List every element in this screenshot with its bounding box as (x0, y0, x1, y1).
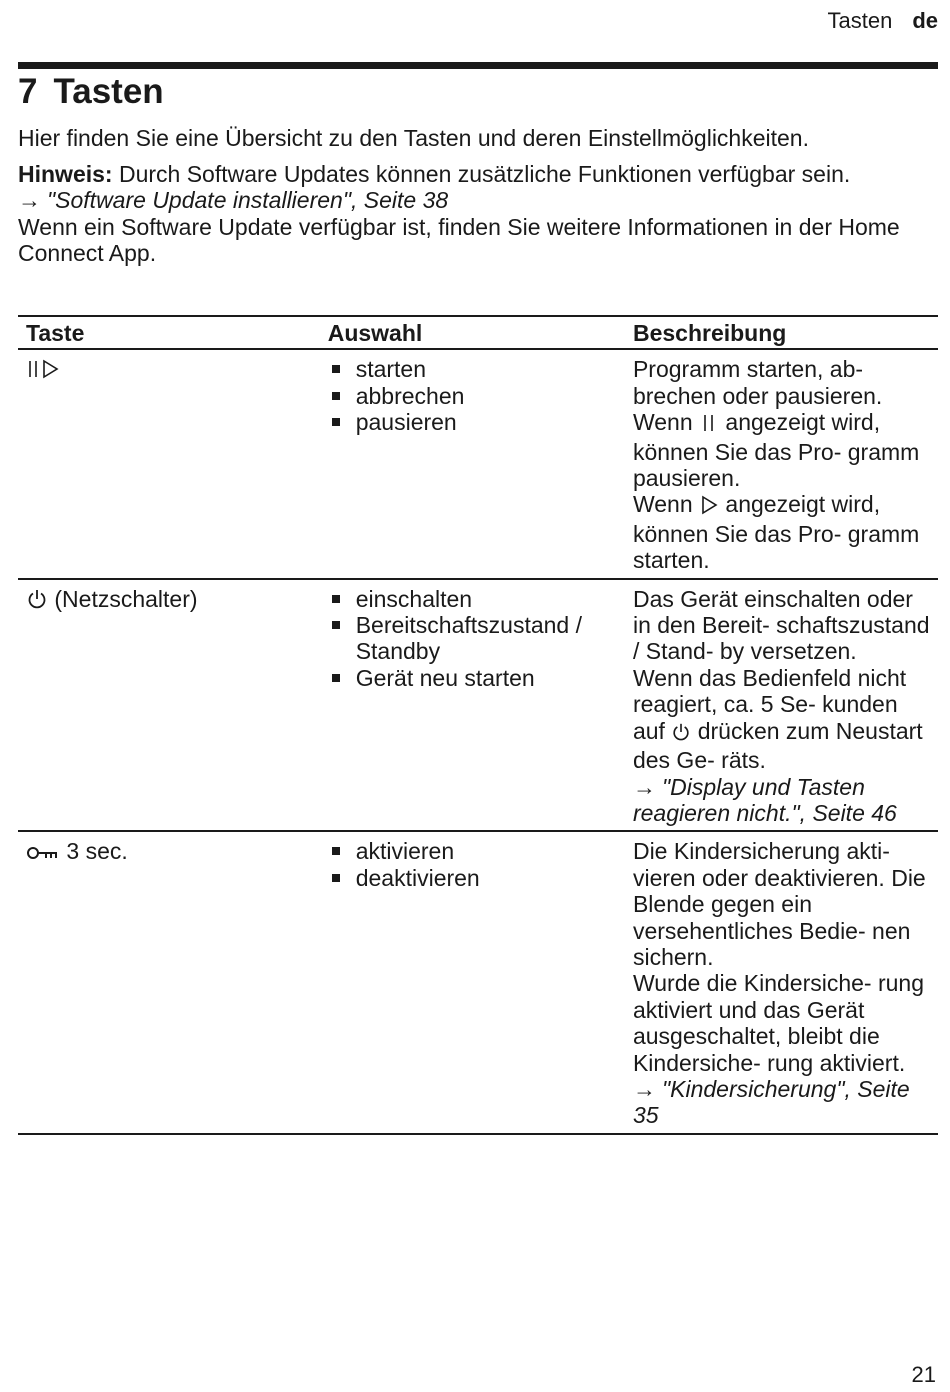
header-taste: Taste (18, 316, 319, 349)
page-header (827, 8, 938, 34)
table-row (18, 579, 938, 832)
options-cell (319, 349, 624, 578)
table-header-row (18, 316, 938, 349)
power-icon (671, 721, 691, 747)
header-language: de (912, 8, 938, 33)
list-item: abbrechen (328, 383, 616, 409)
description-cell: Das Gerät einschalten oder in den Bereit- schaftszustand / Stand- by versetzen. Wenn das Bedienfeld nicht reagiert, ca. 5 Se- kunden auf drücken zum Neustart des Ge- räts. → "Display und Tasten reagieren nicht.", Seite 46 (624, 579, 938, 832)
header-auswahl: Auswahl (319, 316, 624, 349)
options-cell (319, 579, 624, 832)
cross-reference-text[interactable]: "Software Update installieren", Seite 38 (47, 187, 449, 213)
page-number: 21 (911, 1362, 936, 1387)
power-icon (26, 588, 48, 615)
intro-section (18, 125, 936, 267)
list-item: aktivieren (328, 838, 616, 864)
key-cell (18, 349, 319, 578)
key-label: 3 sec. (66, 838, 128, 865)
list-item: pausieren (328, 409, 616, 435)
note-text: Durch Software Updates können zusätzliche Funktionen verfügbar sein. (118, 160, 851, 187)
heading-rule (18, 62, 938, 69)
header-beschreibung: Beschreibung (624, 316, 938, 349)
table-row (18, 831, 938, 1133)
cross-reference[interactable] (18, 187, 936, 214)
key-cell (18, 831, 319, 1133)
cross-reference[interactable] (633, 774, 930, 827)
list-item: deaktivieren (328, 865, 616, 891)
description-cell: Programm starten, ab- brechen oder pausieren. Wenn angezeigt wird, können Sie das Pro- gramm pausieren. Wenn angezeigt wird, können Sie das Pro- gramm starten. (624, 349, 938, 578)
arrow-icon: → (632, 1075, 656, 1102)
options-cell (319, 831, 624, 1133)
list-item: Bereitschaftszustand / Standby (328, 612, 616, 665)
intro-paragraph: Hier finden Sie eine Übersicht zu den Tasten und deren Einstellmöglichkeiten. (18, 125, 809, 151)
pause-icon (699, 412, 719, 438)
page-title (18, 72, 164, 112)
key-label: (Netzschalter) (54, 585, 198, 612)
arrow-icon: → (18, 187, 41, 213)
arrow-icon: → (632, 773, 656, 800)
key-lock-icon (26, 841, 60, 867)
note-paragraph (18, 161, 936, 188)
header-section: Tasten (827, 8, 893, 33)
cross-reference[interactable] (633, 1076, 930, 1129)
table-row (18, 349, 938, 578)
key-cell (18, 579, 319, 832)
cross-reference-text[interactable]: "Kindersicherung", Seite 35 (632, 1075, 910, 1129)
play-icon (699, 494, 719, 520)
keys-table (18, 315, 938, 1135)
list-item: einschalten (328, 586, 616, 612)
description-cell: Die Kindersicherung akti- vieren oder deaktivieren. Die Blende gegen ein versehentliches Bedie- nen sichern. Wurde die Kindersiche- rung aktiviert und das Gerät ausgeschaltet, bleibt die Kindersiche- rung aktiviert. → "Kindersicherung", Seite 35 (624, 831, 938, 1133)
list-item: Gerät neu starten (328, 665, 616, 691)
pause-play-icon (26, 358, 60, 385)
cross-reference-text[interactable]: "Display und Tasten reagieren nicht.", Seite 46 (632, 773, 897, 826)
list-item: starten (328, 356, 616, 382)
chapter-number: 7 (18, 72, 38, 111)
note-label: Hinweis: (18, 160, 113, 187)
update-info-paragraph: Wenn ein Software Update verfügbar ist, finden Sie weitere Informationen in der Home Connect App. (18, 213, 900, 266)
chapter-title: Tasten (53, 72, 164, 111)
